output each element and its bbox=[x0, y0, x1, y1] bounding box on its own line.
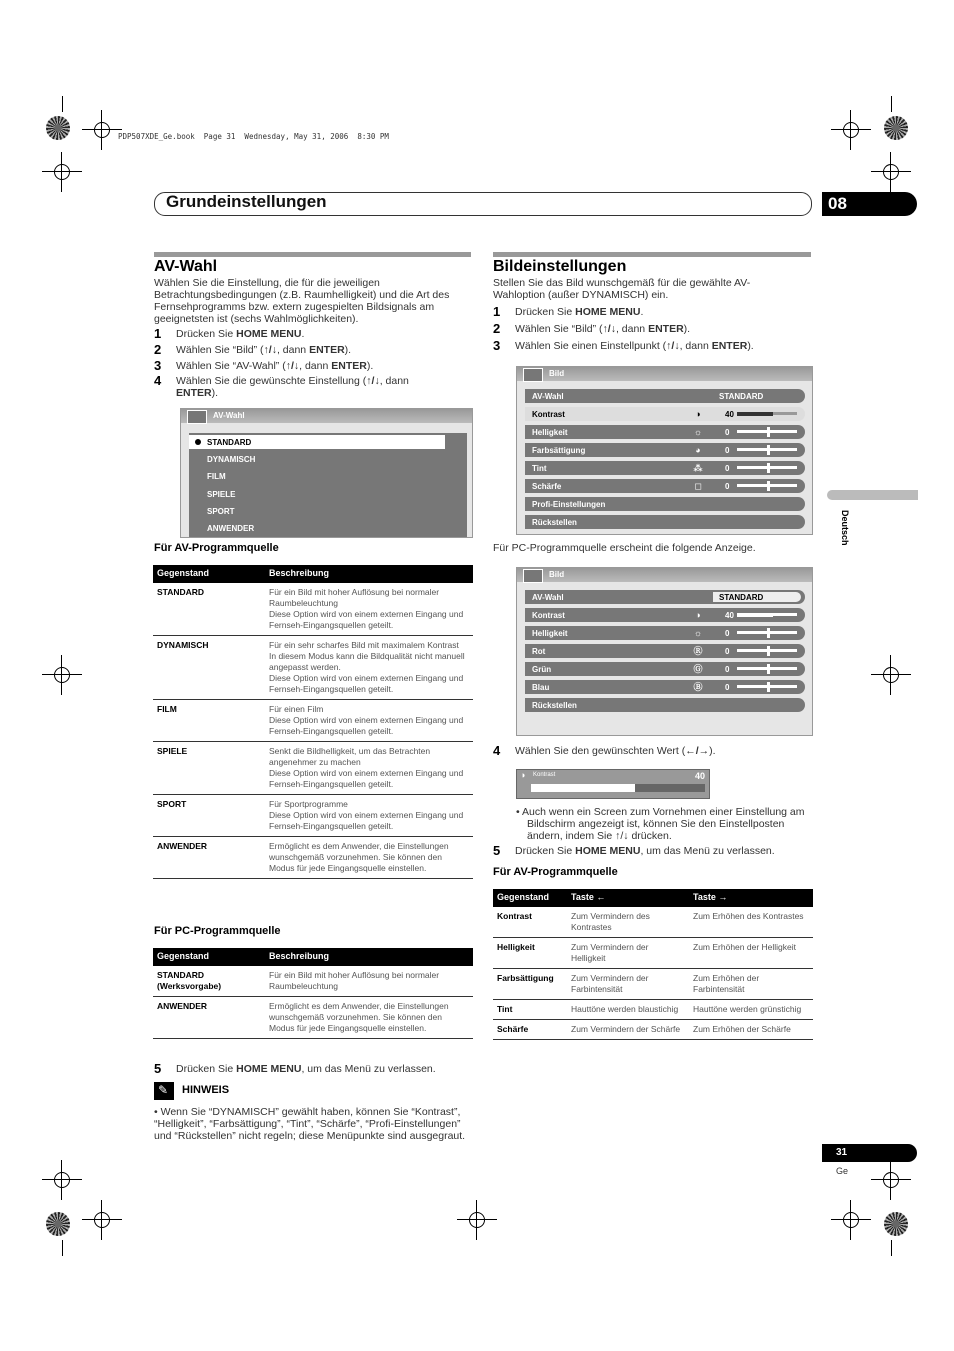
av-option-anwender[interactable]: ANWENDER bbox=[207, 524, 255, 533]
registration-sun-icon bbox=[884, 116, 908, 140]
table-row: STANDARD (Werksvorgabe) Für ein Bild mit hoher Auflösung bei normaler Raumbeleuchtung bbox=[153, 966, 473, 997]
osd-title: Bild bbox=[549, 570, 565, 579]
slider-value: 0 bbox=[725, 446, 730, 455]
slider-schärfe[interactable] bbox=[525, 479, 805, 493]
slider-fill bbox=[737, 613, 773, 617]
table-row: SPIELE Senkt die Bildhelligkeit, um das Betrachten angenehmer zu machen Diese Option wird von einem externen Eingang und Fernseh-Eingangsquellen geteilt. bbox=[153, 742, 473, 795]
chapter-number: 08 bbox=[828, 194, 847, 213]
pc-source-subtitle: Für PC-Programmquelle bbox=[154, 925, 281, 937]
note-text: • Wenn Sie “DYNAMISCH” gewählt haben, können Sie “Kontrast”, “Helligkeit”, “Farbsättigung”, “Tint”, “Schärfe”, “Profi-Einstellungen” und “Rückstellen” nicht regeln; diese Menüpunkte sind ausgegraut. bbox=[154, 1106, 466, 1142]
slider-helligkeit[interactable] bbox=[525, 626, 805, 640]
slider-knob[interactable] bbox=[767, 682, 770, 692]
slider-label: Kontrast bbox=[532, 611, 565, 620]
av-wahl-osd bbox=[180, 408, 473, 538]
slider-helligkeit[interactable] bbox=[525, 425, 805, 439]
slider-grün[interactable] bbox=[525, 662, 805, 676]
selected-dot-icon bbox=[195, 439, 201, 445]
arrow-up-down-icon: ↑/↓ bbox=[285, 360, 300, 372]
contrast-icon: ◑ bbox=[520, 770, 526, 780]
section-title-bildeinstellungen: Bildeinstellungen bbox=[493, 258, 627, 275]
slider-value: 40 bbox=[725, 410, 734, 419]
osd-title: Bild bbox=[549, 369, 565, 378]
arrow-up-down-icon: ↑/↓ bbox=[602, 323, 616, 335]
slider-label: Tint bbox=[532, 464, 547, 473]
crop-mark bbox=[891, 1240, 892, 1256]
slider-fill bbox=[737, 412, 773, 416]
slider-label: Helligkeit bbox=[532, 629, 568, 638]
table-row: Farbsättigung Zum Vermindern der Farbintensität Zum Erhöhen der Farbintensität bbox=[493, 969, 813, 1000]
table-row: DYNAMISCH Für ein sehr scharfes Bild mit maximalem Kontrast In diesem Modus kann die Bildqualität nicht manuell angepasst werden. Diese Option wird von einem externen Eingang und Fernseh-Eingangsquellen geteilt. bbox=[153, 636, 473, 700]
bild-osd-av bbox=[516, 366, 813, 535]
table-row: Schärfe Zum Vermindern der Schärfe Zum Erhöhen der Schärfe bbox=[493, 1020, 813, 1040]
sharpness-icon: ◻ bbox=[694, 481, 702, 491]
av-option-dynamisch[interactable]: DYNAMISCH bbox=[207, 455, 256, 464]
slider-value: 0 bbox=[725, 665, 730, 674]
registration-mark-icon bbox=[82, 110, 122, 150]
pc-caption: Für PC-Programmquelle erscheint die folgende Anzeige. bbox=[493, 542, 756, 554]
mini-label: Kontrast bbox=[533, 772, 556, 778]
registration-sun-icon bbox=[884, 1212, 908, 1236]
color-icon: ◕ bbox=[695, 445, 701, 455]
slider-label: Helligkeit bbox=[532, 428, 568, 437]
slider-knob[interactable] bbox=[767, 427, 770, 437]
table-row: STANDARD Für ein Bild mit hoher Auflösung bei normaler Raumbeleuchtung Diese Option wird von einem externen Eingang und Fernseh-Eingangsquellen geteilt. bbox=[153, 583, 473, 636]
crop-mark bbox=[62, 96, 63, 112]
slider-value: 0 bbox=[725, 683, 730, 692]
table-row: SPORT Für Sportprogramme Diese Option wird von einem externen Eingang und Fernseh-Eingangsquellen geteilt. bbox=[153, 795, 473, 837]
arrow-up-down-icon: ↑/↓ bbox=[366, 375, 380, 387]
av-wahl-intro: Wählen Sie die Einstellung, die für die jeweiligen Betrachtungsbedingungen (z.B. Raumhelligkeit) und die Art des Fernsehprogramms bzw. extern zugespielten Bildsignals am geeignetsten ist (sechs Wahlmöglichkeiten). bbox=[154, 277, 450, 325]
red-icon: Ⓡ bbox=[693, 646, 703, 656]
slider-value: 0 bbox=[725, 482, 730, 491]
registration-mark-icon bbox=[42, 152, 82, 192]
registration-mark-icon bbox=[82, 1200, 122, 1240]
arrow-up-down-icon: ↑/↓ bbox=[263, 344, 277, 356]
slider-knob[interactable] bbox=[767, 463, 770, 473]
table-row: Kontrast Zum Vermindern des Kontrastes Zum Erhöhen des Kontrastes bbox=[493, 907, 813, 938]
slider-kontrast[interactable] bbox=[525, 608, 805, 622]
av-option-spiele[interactable]: SPIELE bbox=[207, 490, 236, 499]
av-wahl-value: STANDARD bbox=[719, 593, 764, 602]
contrast-mini-bar[interactable] bbox=[516, 769, 710, 799]
mini-fill bbox=[531, 784, 635, 792]
av-option-film[interactable]: FILM bbox=[207, 472, 226, 481]
tv-menu-icon bbox=[523, 569, 543, 583]
registration-mark-icon bbox=[871, 152, 911, 192]
language-side-tab bbox=[827, 490, 918, 500]
av-source-subtitle: Für AV-Programmquelle bbox=[154, 542, 279, 554]
page-language-code: Ge bbox=[836, 1166, 849, 1176]
av-source-subtitle-right: Für AV-Programmquelle bbox=[493, 866, 618, 878]
crop-mark bbox=[891, 96, 892, 112]
tv-menu-icon bbox=[187, 410, 207, 424]
slider-label: Rot bbox=[532, 647, 546, 656]
slider-knob[interactable] bbox=[767, 481, 770, 491]
section-bar bbox=[493, 252, 811, 257]
crop-mark bbox=[62, 1240, 63, 1256]
pencil-note-icon bbox=[154, 1082, 174, 1100]
menu-av-wahl[interactable]: AV-Wahl STANDARD bbox=[525, 389, 805, 403]
file-header-line: PDP507XDE_Ge.book Page 31 Wednesday, May 31, 2006 8:30 PM bbox=[118, 132, 389, 141]
blue-icon: Ⓑ bbox=[693, 682, 703, 692]
av-option-sport[interactable]: SPORT bbox=[207, 507, 235, 516]
brightness-icon: ☼ bbox=[693, 427, 703, 437]
contrast-icon: ◑ bbox=[695, 409, 701, 419]
av-wahl-list bbox=[189, 433, 467, 537]
registration-mark-icon bbox=[871, 1160, 911, 1200]
menu-rueckstellen[interactable]: Rückstellen bbox=[525, 515, 805, 529]
mini-value: 40 bbox=[695, 771, 706, 781]
av-source-table: Gegenstand Beschreibung STANDARD Für ein Bild mit hoher Auflösung bei normaler Raumbeleuchtung Diese Option wird von einem externen Eingang und Fernseh-Eingangsquellen geteilt. DYNAMISCH Für ein sehr scharfes Bild mit maximalem Kontrast In diesem Modus kann die Bildqualität nicht manuell angepasst werden. Diese Option wird von einem externen Eingang und Fernseh-Eingangsquellen geteilt. FILM Für einen Film Diese Option wird von einem externen Eingang und Fernseh-Eingangsquellen geteilt. SPIELE Senkt die Bildhelligkeit, um das Betrachten angenehmer zu machen Diese Option wird von einem externen Eingang und Fernseh-Eingangsquellen geteilt. SPORT Für Sportprogramme Diese Option wird von einem externen Eingang und Fernseh-Eingangsquellen geteilt. ANWENDER Ermöglicht es dem Anwender, die Einstellungen wunschgemäß vorzunehmen. Sie können den Modus für jede Eingangsquelle einstellen. bbox=[153, 565, 473, 879]
slider-rot[interactable] bbox=[525, 644, 805, 658]
slider-label: Schärfe bbox=[532, 482, 562, 491]
page-number-box bbox=[822, 1144, 917, 1162]
bild-intro: Stellen Sie das Bild wunschgemäß für die gewählte AV-Wahloption (außer DYNAMISCH) ein. bbox=[493, 277, 751, 301]
registration-mark-icon bbox=[831, 1200, 871, 1240]
arrow-left-right-icon: ←/→ bbox=[685, 745, 710, 757]
slider-label: Blau bbox=[532, 683, 550, 692]
bullet-note: • Auch wenn ein Screen zum Vornehmen einer Einstellung am Bildschirm angezeigt ist, können Sie den Einstellposten ändern, indem Sie ↑/↓ drücken. bbox=[516, 806, 805, 842]
registration-sun-icon bbox=[46, 116, 70, 140]
slider-knob[interactable] bbox=[767, 445, 770, 455]
chapter-badge bbox=[822, 192, 917, 216]
menu-profi-einstellungen[interactable]: Profi-Einstellungen bbox=[525, 497, 805, 511]
registration-sun-icon bbox=[46, 1212, 70, 1236]
slider-knob[interactable] bbox=[767, 628, 770, 638]
slider-knob[interactable] bbox=[767, 646, 770, 656]
registration-mark-icon bbox=[871, 655, 911, 695]
page-title: Grundeinstellungen bbox=[166, 192, 327, 211]
key-function-table: Gegenstand Taste ← Taste → Kontrast Zum Vermindern des Kontrastes Zum Erhöhen des Kontrastes Helligkeit Zum Vermindern der Helligkeit Zum Erhöhen der Helligkeit Farbsättigung Zum Vermindern der Farbintensität Zum Erhöhen der Farbintensität Tint Hauttöne werden blaustichig Hauttöne werden grünstichig Schärfe Zum Vermindern der Schärfe Zum Erhöhen der Schärfe bbox=[493, 889, 813, 1040]
brightness-icon: ☼ bbox=[693, 628, 703, 638]
slider-label: Grün bbox=[532, 665, 552, 674]
contrast-icon: ◑ bbox=[695, 610, 701, 620]
slider-label: Farbsättigung bbox=[532, 446, 586, 455]
registration-mark-icon bbox=[457, 1200, 497, 1240]
registration-mark-icon bbox=[831, 110, 871, 150]
slider-farbsättigung[interactable] bbox=[525, 443, 805, 457]
table-row: ANWENDER Ermöglicht es dem Anwender, die Einstellungen wunschgemäß vorzunehmen. Sie können den Modus für jede Eingangsquelle einstellen. bbox=[153, 837, 473, 879]
osd-title: AV-Wahl bbox=[213, 411, 245, 420]
slider-value: 40 bbox=[725, 611, 734, 620]
av-wahl-value: STANDARD bbox=[719, 392, 764, 401]
bild-osd-pc bbox=[516, 567, 813, 736]
menu-av-wahl[interactable]: AV-Wahl STANDARD bbox=[525, 590, 805, 604]
slider-knob[interactable] bbox=[767, 664, 770, 674]
av-option-standard[interactable]: STANDARD bbox=[189, 435, 445, 449]
menu-rueckstellen[interactable]: Rückstellen bbox=[525, 698, 805, 712]
registration-mark-icon bbox=[42, 1160, 82, 1200]
slider-tint[interactable] bbox=[525, 461, 805, 475]
tv-menu-icon bbox=[523, 368, 543, 382]
slider-value: 0 bbox=[725, 629, 730, 638]
mini-track bbox=[531, 784, 705, 792]
table-row: Helligkeit Zum Vermindern der Helligkeit Zum Erhöhen der Helligkeit bbox=[493, 938, 813, 969]
language-side-label: Deutsch bbox=[840, 510, 850, 546]
tint-icon: ⁂ bbox=[693, 463, 703, 473]
registration-mark-icon bbox=[42, 655, 82, 695]
slider-value: 0 bbox=[725, 464, 730, 473]
slider-blau[interactable] bbox=[525, 680, 805, 694]
table-row: FILM Für einen Film Diese Option wird von einem externen Eingang und Fernseh-Eingangsquellen geteilt. bbox=[153, 700, 473, 742]
table-row: ANWENDER Ermöglicht es dem Anwender, die Einstellungen wunschgemäß vorzunehmen. Sie können den Modus für jede Eingangsquelle einstellen. bbox=[153, 997, 473, 1039]
green-icon: Ⓖ bbox=[693, 664, 703, 674]
page-number: 31 bbox=[836, 1147, 848, 1158]
arrow-up-down-icon: ↑/↓ bbox=[666, 340, 680, 352]
slider-kontrast[interactable] bbox=[525, 407, 805, 421]
section-title-av-wahl: AV-Wahl bbox=[154, 258, 218, 275]
pc-source-table: Gegenstand Beschreibung STANDARD (Werksvorgabe) Für ein Bild mit hoher Auflösung bei normaler Raumbeleuchtung ANWENDER Ermöglicht es dem Anwender, die Einstellungen wunschgemäß vorzunehmen. Sie können den Modus für jede Eingangsquelle einstellen. bbox=[153, 948, 473, 1039]
slider-value: 0 bbox=[725, 428, 730, 437]
slider-value: 0 bbox=[725, 647, 730, 656]
table-row: Tint Hauttöne werden blaustichig Hauttöne werden grünstichig bbox=[493, 1000, 813, 1020]
slider-label: Kontrast bbox=[532, 410, 565, 419]
section-bar bbox=[154, 252, 471, 257]
